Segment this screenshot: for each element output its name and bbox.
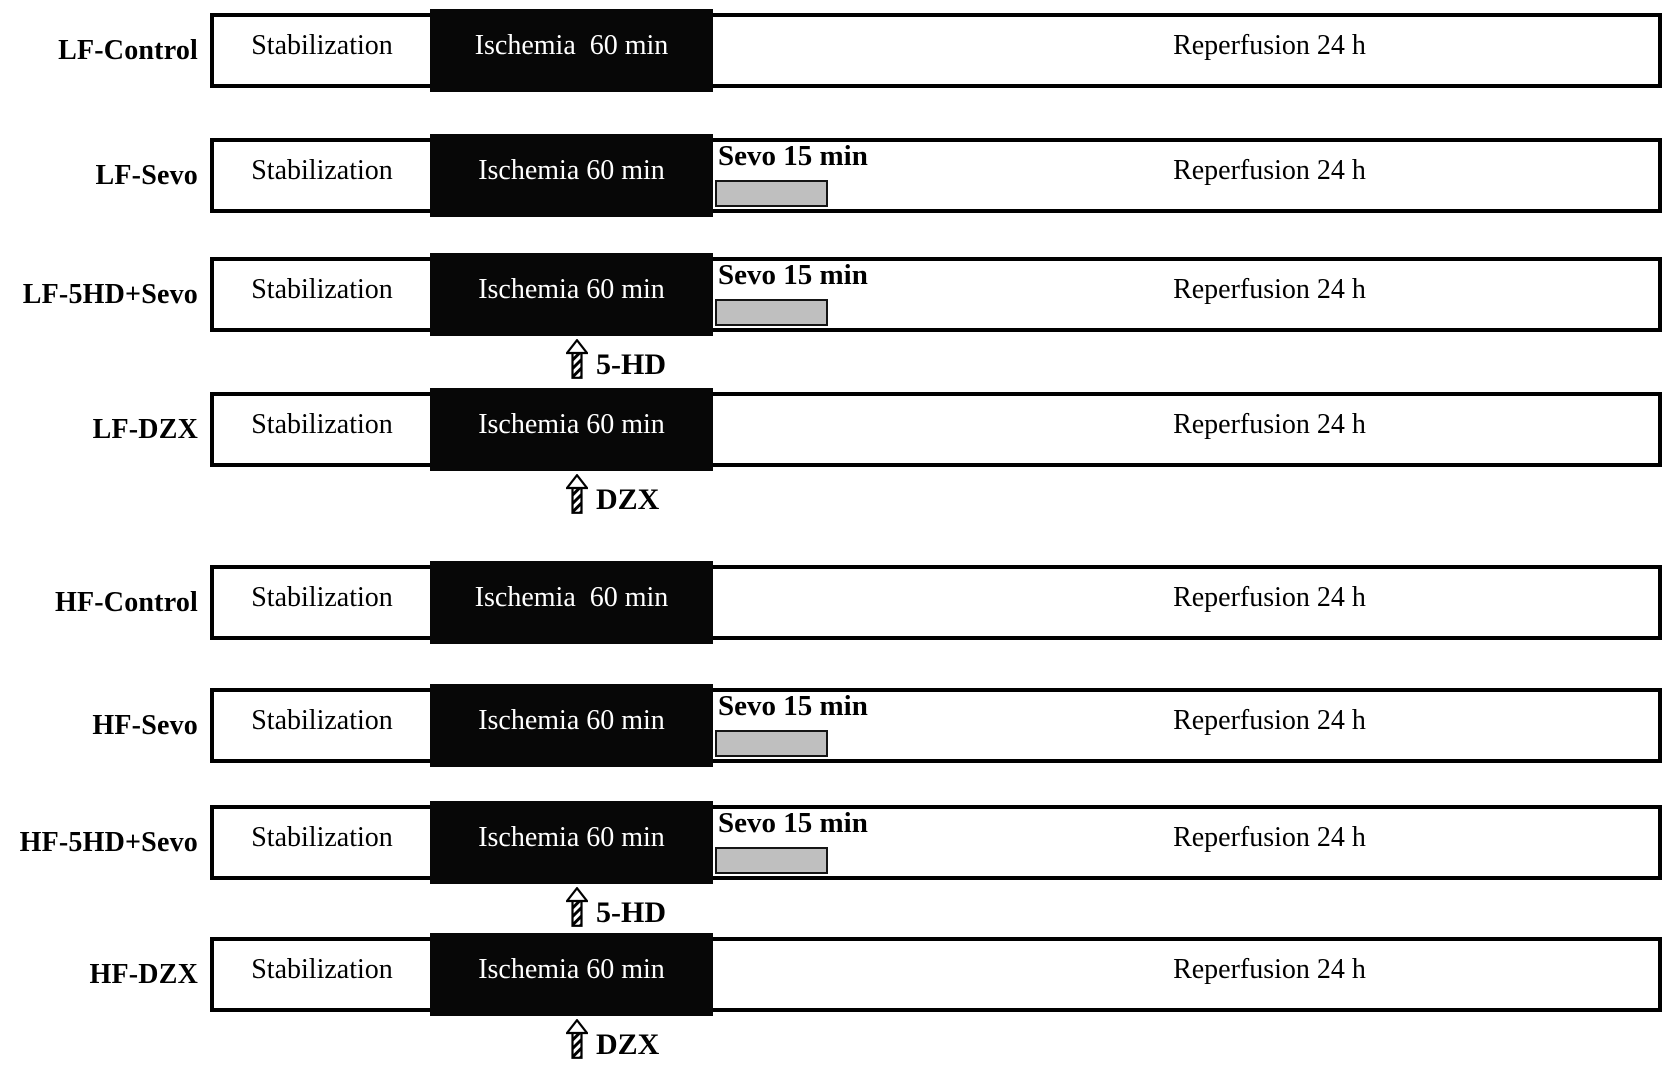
group-label: HF-5HD+Sevo bbox=[19, 826, 198, 858]
group-label: LF-5HD+Sevo bbox=[22, 278, 198, 310]
stabilization-segment bbox=[214, 941, 430, 1008]
reperfusion-segment bbox=[713, 396, 1658, 463]
group-label: LF-Sevo bbox=[95, 159, 198, 191]
reperfusion-text: Reperfusion 24 h bbox=[1173, 953, 1366, 985]
ischemia-text: Ischemia 60 min bbox=[474, 29, 669, 61]
drug-label: DZX bbox=[596, 1028, 660, 1061]
group-label: HF-DZX bbox=[89, 958, 198, 990]
stabilization-text: Stabilization bbox=[251, 154, 393, 186]
stabilization-segment bbox=[214, 142, 430, 209]
group-label: LF-DZX bbox=[92, 413, 198, 445]
stabilization-segment bbox=[214, 692, 430, 759]
up-arrow-icon bbox=[566, 887, 588, 927]
stabilization-text: Stabilization bbox=[251, 704, 393, 736]
ischemia-segment bbox=[430, 134, 713, 217]
reperfusion-text: Reperfusion 24 h bbox=[1173, 704, 1366, 736]
reperfusion-text: Reperfusion 24 h bbox=[1173, 408, 1366, 440]
reperfusion-text: Reperfusion 24 h bbox=[1173, 273, 1366, 305]
reperfusion-text: Reperfusion 24 h bbox=[1173, 581, 1366, 613]
reperfusion-segment bbox=[713, 569, 1658, 636]
reperfusion-text: Reperfusion 24 h bbox=[1173, 29, 1366, 61]
ischemia-segment bbox=[430, 801, 713, 884]
timeline-bar bbox=[210, 805, 1662, 880]
sevo-label: Sevo 15 min bbox=[718, 140, 868, 172]
stabilization-text: Stabilization bbox=[251, 581, 393, 613]
sevo-label: Sevo 15 min bbox=[718, 807, 868, 839]
sevo-label: Sevo 15 min bbox=[718, 259, 868, 291]
reperfusion-text: Reperfusion 24 h bbox=[1173, 154, 1366, 186]
timeline-bar bbox=[210, 392, 1662, 467]
drug-injection bbox=[566, 468, 659, 514]
group-label: HF-Control bbox=[54, 586, 198, 618]
drug-label: DZX bbox=[596, 483, 660, 516]
stabilization-segment bbox=[214, 396, 430, 463]
group-label: HF-Sevo bbox=[92, 709, 198, 741]
timeline-bar bbox=[210, 13, 1662, 88]
up-arrow-icon bbox=[566, 339, 588, 379]
sevo-bar bbox=[715, 847, 828, 874]
protocol-row-lf-control bbox=[0, 13, 1677, 88]
ischemia-text: Ischemia 60 min bbox=[478, 821, 665, 853]
up-arrow-icon bbox=[566, 1019, 588, 1059]
timeline-bar bbox=[210, 688, 1662, 763]
timeline-bar bbox=[210, 138, 1662, 213]
ischemia-segment bbox=[430, 684, 713, 767]
timeline-bar bbox=[210, 257, 1662, 332]
stabilization-text: Stabilization bbox=[251, 953, 393, 985]
ischemia-text: Ischemia 60 min bbox=[478, 704, 665, 736]
reperfusion-segment bbox=[713, 17, 1658, 84]
ischemia-segment bbox=[430, 253, 713, 336]
ischemia-text: Ischemia 60 min bbox=[478, 273, 665, 305]
protocol-row-hf-control bbox=[0, 565, 1677, 640]
protocol-row-lf-sevo bbox=[0, 138, 1677, 213]
stabilization-segment bbox=[214, 569, 430, 636]
sevo-label: Sevo 15 min bbox=[718, 690, 868, 722]
drug-injection bbox=[566, 1013, 659, 1059]
protocol-row-hf-sevo bbox=[0, 688, 1677, 763]
stabilization-text: Stabilization bbox=[251, 408, 393, 440]
stabilization-text: Stabilization bbox=[251, 273, 393, 305]
drug-injection bbox=[566, 333, 666, 379]
sevo-bar bbox=[715, 730, 828, 757]
protocol-row-lf-dzx bbox=[0, 392, 1677, 516]
ischemia-segment bbox=[430, 561, 713, 644]
ischemia-text: Ischemia 60 min bbox=[478, 408, 665, 440]
drug-injection bbox=[566, 881, 666, 927]
ischemia-text: Ischemia 60 min bbox=[478, 953, 665, 985]
stabilization-segment bbox=[214, 261, 430, 328]
timeline-bar bbox=[210, 565, 1662, 640]
sevo-bar bbox=[715, 299, 828, 326]
protocol-row-lf-5hd-sevo bbox=[0, 257, 1677, 381]
reperfusion-segment bbox=[713, 941, 1658, 1008]
group-label: LF-Control bbox=[58, 34, 198, 66]
drug-label: 5-HD bbox=[596, 348, 666, 381]
sevo-bar bbox=[715, 180, 828, 207]
ischemia-segment bbox=[430, 9, 713, 92]
drug-label: 5-HD bbox=[596, 896, 666, 929]
stabilization-text: Stabilization bbox=[251, 821, 393, 853]
stabilization-segment bbox=[214, 809, 430, 876]
ischemia-segment bbox=[430, 388, 713, 471]
stabilization-text: Stabilization bbox=[251, 29, 393, 61]
ischemia-segment bbox=[430, 933, 713, 1016]
reperfusion-text: Reperfusion 24 h bbox=[1173, 821, 1366, 853]
stabilization-segment bbox=[214, 17, 430, 84]
ischemia-text: Ischemia 60 min bbox=[474, 581, 669, 613]
up-arrow-icon bbox=[566, 474, 588, 514]
ischemia-text: Ischemia 60 min bbox=[478, 154, 665, 186]
timeline-bar bbox=[210, 937, 1662, 1012]
protocol-row-hf-5hd-sevo bbox=[0, 805, 1677, 929]
protocol-row-hf-dzx bbox=[0, 937, 1677, 1061]
